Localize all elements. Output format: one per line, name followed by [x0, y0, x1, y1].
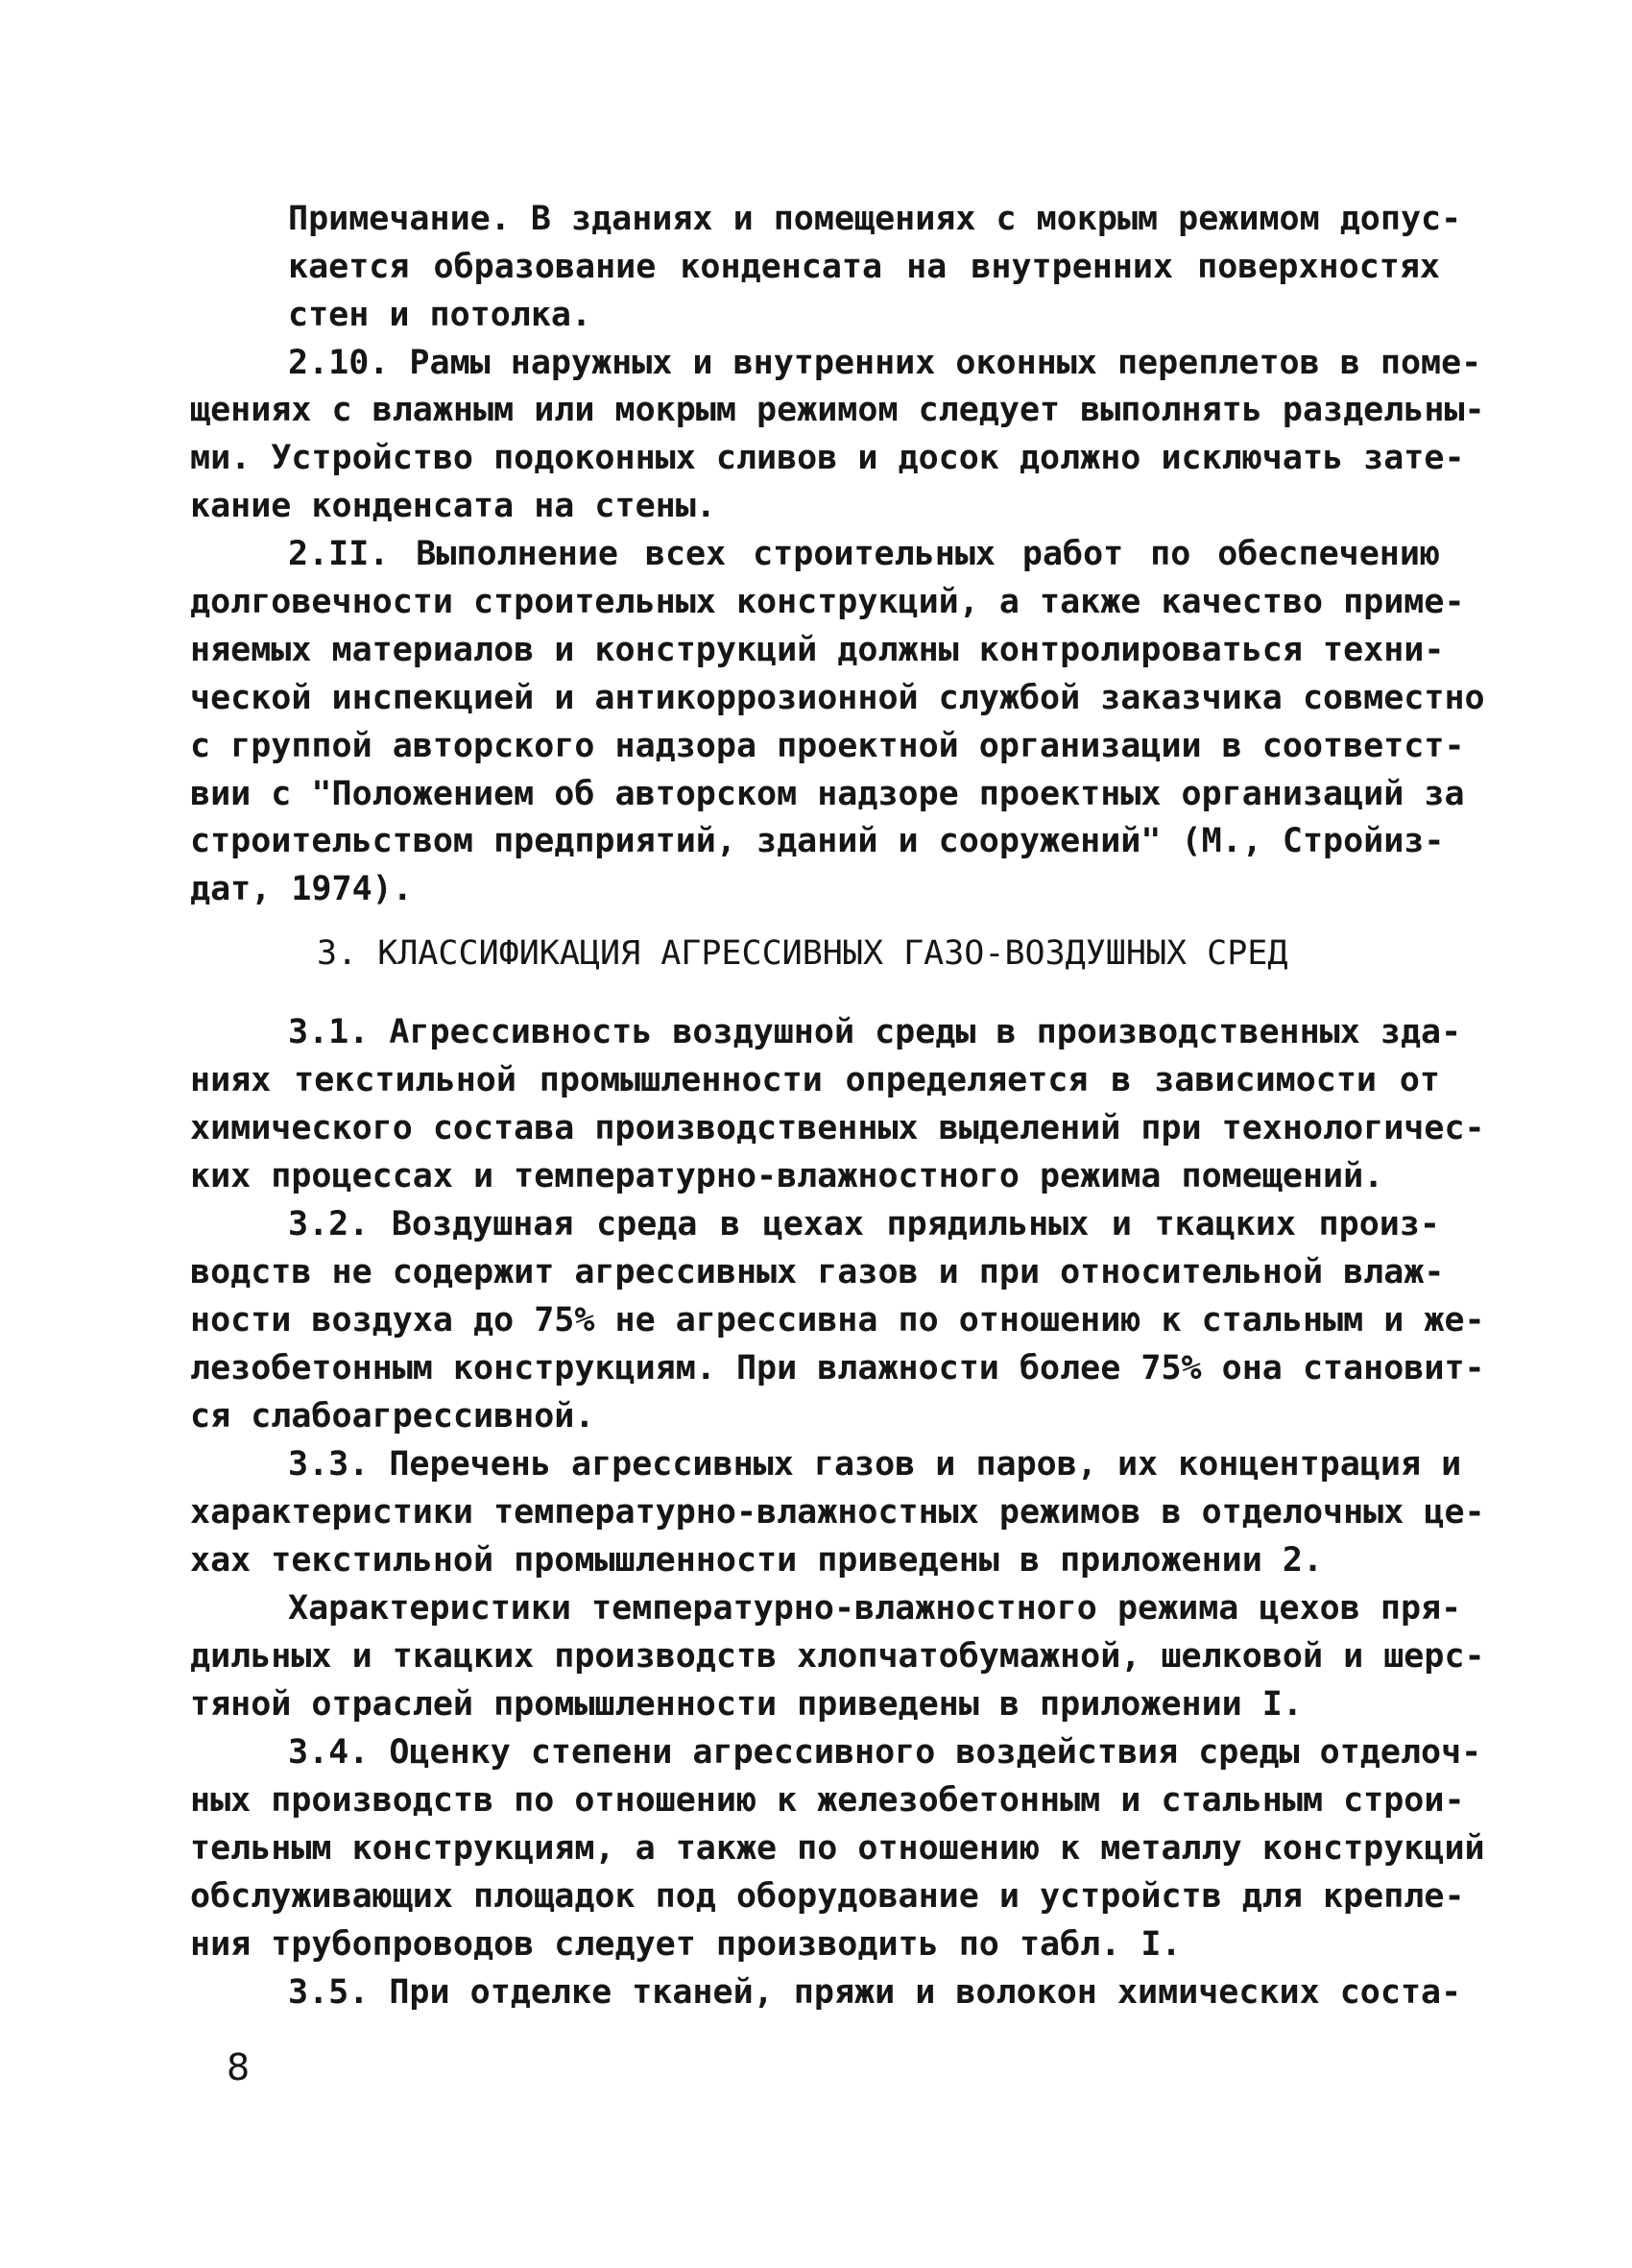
section-3-heading: 3. КЛАССИФИКАЦИЯ АГРЕССИВНЫХ ГАЗО-ВОЗДУШНЫХ СРЕД [317, 934, 1288, 973]
clause-2-10-line-2: щениях с влажным или мокрым режимом следует выполнять раздельны- [190, 391, 1485, 429]
clause-2-10-line-1: 2.10. Рамы наружных и внутренних оконных переплетов в поме- [288, 344, 1482, 382]
clause-3-4-line-5: ния трубопроводов следует производить по табл. I. [190, 1925, 1182, 1964]
clause-3-3b-line-1: Характеристики температурно-влажностного режима цехов пря- [288, 1589, 1462, 1628]
clause-3-3b-line-3: тяной отраслей промышленности приведены в приложении I. [190, 1685, 1303, 1724]
clause-3-3-line-3: хах текстильной промышленности приведены в приложении 2. [190, 1541, 1324, 1580]
clause-2-11-line-7: строительством предприятий, зданий и сооружений" (М., Стройиз- [190, 822, 1445, 860]
note-line-3: стен и потолка. [288, 296, 592, 334]
clause-3-1-line-3: химического состава производственных выделений при технологичес- [190, 1109, 1485, 1147]
clause-3-3b-line-2: дильных и ткацких производств хлопчатобумажной, шелковой и шерс- [190, 1637, 1485, 1676]
clause-3-1-line-4: ких процессах и температурно-влажностного режима помещений. [190, 1157, 1384, 1195]
clause-3-1-line-1: 3.1. Агрессивность воздушной среды в производственных зда- [288, 1013, 1462, 1051]
clause-3-4-line-1: 3.4. Оценку степени агрессивного воздействия среды отделоч- [288, 1733, 1482, 1772]
note-line-2: кается образование конденсата на внутренних поверхностях [288, 248, 1440, 286]
clause-3-2-line-4: лезобетонным конструкциям. При влажности более 75% она становит- [190, 1349, 1485, 1387]
clause-3-4-line-4: обслуживающих площадок под оборудование и устройств для крепле- [190, 1877, 1465, 1916]
clause-3-5-line-1: 3.5. При отделке тканей, пряжи и волокон химических соста- [288, 1973, 1462, 2012]
clause-3-2-line-3: ности воздуха до 75% не агрессивна по отношению к стальным и же- [190, 1301, 1485, 1339]
clause-3-4-line-2: ных производств по отношению к железобетонным и стальным строи- [190, 1781, 1465, 1820]
clause-2-10-line-3: ми. Устройство подоконных сливов и досок должно исключать зате- [190, 439, 1465, 477]
clause-2-11-line-8: дат, 1974). [190, 870, 413, 908]
clause-3-2-line-1: 3.2. Воздушная среда в цехах прядильных и ткацких произ- [288, 1205, 1440, 1243]
clause-2-11-line-2: долговечности строительных конструкций, а также качество приме- [190, 583, 1465, 621]
clause-3-4-line-3: тельным конструкциям, а также по отношению к металлу конструкций [190, 1829, 1485, 1868]
clause-3-3-line-1: 3.3. Перечень агрессивных газов и паров, их концентрация и [288, 1445, 1462, 1484]
page-number: 8 [227, 2046, 251, 2088]
clause-2-11-line-5: с группой авторского надзора проектной организации в соответст- [190, 727, 1465, 765]
clause-3-2-line-2: водств не содержит агрессивных газов и при относительной влаж- [190, 1253, 1445, 1291]
clause-2-11-line-4: ческой инспекцией и антикоррозионной службой заказчика совместно [190, 679, 1485, 717]
clause-2-11-line-1: 2.II. Выполнение всех строительных работ по обеспечению [288, 535, 1440, 573]
clause-3-3-line-2: характеристики температурно-влажностных режимов в отделочных це- [190, 1493, 1485, 1532]
clause-3-2-line-5: ся слабоагрессивной. [190, 1397, 595, 1436]
clause-2-11-line-6: вии с "Положением об авторском надзоре проектных организаций за [190, 775, 1465, 813]
clause-2-11-line-3: няемых материалов и конструкций должны контролироваться техни- [190, 631, 1445, 669]
note-line-1: Примечание. В зданиях и помещениях с мокрым режимом допус- [288, 200, 1462, 238]
clause-2-10-line-4: кание конденсата на стены. [190, 487, 716, 525]
clause-3-1-line-2: ниях текстильной промышленности определяется в зависимости от [190, 1061, 1440, 1099]
